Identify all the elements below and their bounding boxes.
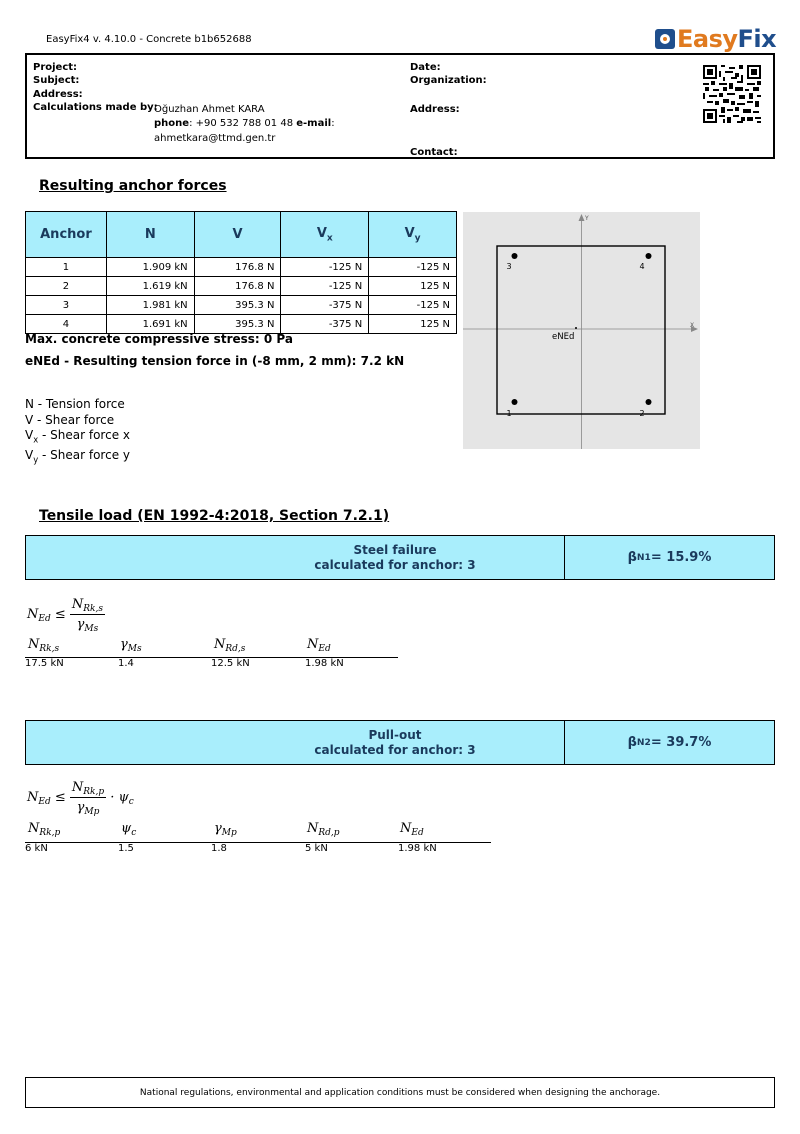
anchor-point-1 [512, 399, 518, 405]
subject-label: Subject: [33, 75, 80, 86]
cell-v: 395.3 N [194, 315, 281, 334]
resultant-label: eNEd [552, 332, 575, 342]
table-header-row [26, 212, 457, 258]
pullout-formula: $N_{Ed}$ ≤ $\frac{N_{Rk,p}}{\gamma_{Mp}}$ · $\psi_c$ [27, 780, 134, 817]
steel-failure-subtitle: calculated for anchor: 3 [314, 557, 476, 572]
legend-item: V - Shear force [25, 412, 115, 427]
logo-mark-icon [655, 29, 675, 49]
logo-easy-text: Easy [677, 25, 738, 53]
y-axis-arrow-icon [579, 214, 585, 221]
app-version: EasyFix4 v. 4.10.0 - Concrete b1b652688 [46, 34, 252, 45]
cell-v: 176.8 N [194, 258, 281, 277]
max-stress-text: Max. concrete compressive stress: 0 Pa [25, 332, 293, 346]
email-colon: : [331, 118, 335, 129]
table-row [26, 258, 457, 277]
logo-fix-text: Fix [737, 25, 777, 53]
anchor-points-group [507, 253, 652, 418]
var-value: 5 kN [305, 843, 328, 854]
var-symbol: $N_{Rk,p}$ [28, 821, 61, 838]
date-label: Date: [410, 62, 441, 73]
var-symbol: $N_{Rd,p}$ [307, 821, 340, 838]
col-anchor: Anchor [26, 212, 107, 258]
cell-vy: 125 N [369, 277, 457, 296]
pullout-utilization: β N2 = 39.7% [627, 735, 712, 750]
calc-by-label: Calculations made by: [33, 102, 158, 113]
table-row [26, 277, 457, 296]
cell-vx: -125 N [281, 277, 369, 296]
steel-failure-utilization: β N1 = 15.9% [627, 550, 712, 565]
var-value: 12.5 kN [211, 658, 250, 669]
var-value: 6 kN [25, 843, 48, 854]
contact-label: Contact: [410, 147, 458, 158]
cell-v: 176.8 N [194, 277, 281, 296]
var-value: 1.8 [211, 843, 227, 854]
anchor-layout-svg [463, 212, 700, 449]
qr-code-icon [703, 65, 761, 123]
var-symbol: $N_{Ed}$ [307, 637, 331, 654]
cell-n: 1.909 kN [106, 258, 194, 277]
var-symbol: $N_{Rd,s}$ [214, 637, 246, 654]
anchor-forces-table [25, 211, 457, 334]
pullout-subtitle: calculated for anchor: 3 [314, 742, 476, 757]
var-value: 1.98 kN [398, 843, 437, 854]
cell-anchor: 2 [26, 277, 107, 296]
email-label: e-mail [296, 118, 332, 129]
col-v: V [194, 212, 281, 258]
cell-vx: -375 N [281, 315, 369, 334]
col-vy: $V_y$ [369, 212, 457, 258]
var-symbol: $\gamma_{Mp}$ [214, 821, 237, 838]
pullout-title: Pull-out [368, 727, 422, 742]
var-symbol: $N_{Ed}$ [400, 821, 424, 838]
legend-item: $V_x$ - Shear force x [25, 428, 130, 445]
phone-value: : +90 532 788 01 48 [189, 118, 297, 129]
steel-failure-title: Steel failure [353, 542, 437, 557]
force-legend [25, 397, 130, 468]
address2-label: Address: [410, 104, 460, 115]
cell-n: 1.619 kN [106, 277, 194, 296]
legend-item: $V_y$ - Shear force y [25, 447, 130, 465]
table-row [26, 315, 457, 334]
steel-failure-formula: $N_{Ed}$ ≤ $\frac{N_{Rk,s}}{\gamma_{Ms}}$ [27, 597, 103, 634]
phone-line [154, 118, 335, 129]
cell-vy: -125 N [369, 296, 457, 315]
cell-anchor: 3 [26, 296, 107, 315]
calc-by-name: Oğuzhan Ahmet KARA [154, 104, 265, 115]
anchor-point-2 [646, 399, 652, 405]
anchor-point-label: 1 [506, 409, 512, 419]
var-symbol: $N_{Rk,s}$ [28, 637, 60, 654]
col-vx: $V_x$ [281, 212, 369, 258]
anchor-point-label: 2 [639, 409, 645, 419]
base-plate-outline [497, 246, 665, 414]
cell-anchor: 1 [26, 258, 107, 277]
anchor-point-3 [512, 253, 518, 259]
cell-vx: -375 N [281, 296, 369, 315]
project-info-box [25, 53, 775, 159]
tensile-load-title: Tensile load (EN 1992-4:2018, Section 7.2.1) [39, 508, 390, 524]
var-value: 17.5 kN [25, 658, 64, 669]
cell-n: 1.981 kN [106, 296, 194, 315]
footer-note-text: National regulations, environmental and application conditions must be considered when designing the anchorage. [139, 1087, 661, 1098]
legend-item: N - Tension force [25, 397, 125, 411]
email-value: ahmetkara@ttmd.gen.tr [154, 133, 276, 144]
anchor-point-label: 4 [639, 261, 645, 271]
footer-note [25, 1077, 775, 1108]
pullout-band [25, 720, 775, 765]
resulting-tension-text: eNEd - Resulting tension force in (-8 mm, 2 mm): 7.2 kN [25, 354, 405, 368]
col-n: N [106, 212, 194, 258]
x-axis-label: X [690, 322, 695, 329]
cell-vy: 125 N [369, 315, 457, 334]
var-value: 1.5 [118, 843, 134, 854]
address-label: Address: [33, 89, 83, 100]
cell-vy: -125 N [369, 258, 457, 277]
var-symbol: $\psi_c$ [121, 821, 137, 838]
anchor-point-label: 3 [506, 261, 512, 271]
project-label: Project: [33, 62, 78, 73]
anchor-point-4 [646, 253, 652, 259]
var-symbol: $\gamma_{Ms}$ [120, 637, 142, 654]
resultant-point [575, 327, 577, 329]
var-value: 1.4 [118, 658, 134, 669]
steel-failure-heading [26, 536, 565, 579]
pullout-heading [26, 721, 565, 764]
anchor-forces-title: Resulting anchor forces [39, 178, 227, 194]
var-value: 1.98 kN [305, 658, 344, 669]
cell-anchor: 4 [26, 315, 107, 334]
phone-label: phone [154, 118, 190, 129]
steel-failure-band [25, 535, 775, 580]
cell-vx: -125 N [281, 258, 369, 277]
y-axis-label: Y [585, 215, 589, 222]
cell-v: 395.3 N [194, 296, 281, 315]
easyfix-logo [655, 26, 776, 52]
anchor-layout-diagram [463, 212, 700, 449]
table-row [26, 296, 457, 315]
cell-n: 1.691 kN [106, 315, 194, 334]
organization-label: Organization: [410, 75, 487, 86]
